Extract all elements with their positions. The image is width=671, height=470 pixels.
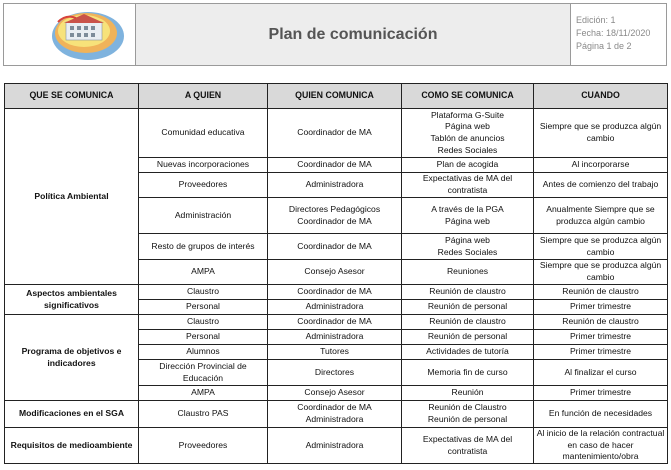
edition-label: Edición: 1 — [576, 15, 616, 25]
cell-quien-comunica: Coordinador de MA — [268, 158, 402, 173]
header-quien-comunica: QUIEN COMUNICA — [268, 84, 402, 109]
date-label: Fecha: 18/11/2020 — [576, 28, 651, 38]
cell-como: Reuniones — [402, 260, 534, 285]
cell-a-quien: Claustro PAS — [139, 401, 268, 428]
cell-a-quien: Administración — [139, 198, 268, 234]
logo-cell — [4, 4, 136, 65]
cell-a-quien: Claustro — [139, 285, 268, 300]
cell-quien-comunica: Administradora — [268, 173, 402, 198]
cell-como: Plan de acogida — [402, 158, 534, 173]
cell-line: Página web — [445, 234, 490, 245]
table-row — [5, 401, 668, 428]
cell-cuando: Siempre que se produzca algún cambio — [534, 234, 668, 260]
cell-a-quien: Alumnos — [139, 345, 268, 360]
table-row — [5, 285, 668, 300]
cell-line: Página web — [445, 121, 490, 132]
document-meta — [571, 4, 666, 65]
group-aspectos-ambientales: Aspectos ambientales significativos — [5, 285, 139, 315]
cell-quien-comunica: Administradora — [268, 428, 402, 464]
cell-a-quien: Dirección Provincial de Educación — [139, 360, 268, 386]
cell-cuando: Primer trimestre — [534, 345, 668, 360]
cell-cuando: Al finalizar el curso — [534, 360, 668, 386]
cell-a-quien: Resto de grupos de interés — [139, 234, 268, 260]
cell-cuando: Siempre que se produzca algún cambio — [534, 109, 668, 158]
cell-como: Reunión — [402, 386, 534, 401]
cell-cuando: Al inicio de la relación contractual en caso de hacer mantenimiento/obra — [534, 428, 668, 464]
cell-quien-comunica: Administradora — [268, 330, 402, 345]
group-politica-ambiental: Política Ambiental — [5, 109, 139, 285]
cell-line: Plataforma G-Suite — [430, 109, 505, 120]
group-requisitos-medioambiente: Requisitos de medioambiente — [5, 428, 139, 464]
cell-quien-comunica: Consejo Asesor — [268, 386, 402, 401]
communication-plan-table — [4, 83, 668, 464]
cell-como: Memoria fin de curso — [402, 360, 534, 386]
cell-cuando: Reunión de claustro — [534, 315, 668, 330]
cell-line: Redes Sociales — [437, 246, 498, 257]
cell-como — [402, 234, 534, 260]
cell-a-quien: Nuevas incorporaciones — [139, 158, 268, 173]
cell-como — [402, 401, 534, 428]
group-modificaciones-sga: Modificaciones en el SGA — [5, 401, 139, 428]
cell-cuando: Siempre que se produzca algún cambio — [534, 260, 668, 285]
cell-quien-comunica: Directores Pedagógicos Coordinador de MA — [268, 198, 402, 234]
header-como-se-comunica: COMO SE COMUNICA — [402, 84, 534, 109]
header-cuando: CUANDO — [534, 84, 668, 109]
cell-quien-comunica: Consejo Asesor — [268, 260, 402, 285]
cell-line: Página web — [445, 215, 490, 226]
school-logo-icon — [50, 8, 130, 62]
page-label: Página 1 de 2 — [576, 41, 632, 51]
cell-cuando: Al incorporarse — [534, 158, 668, 173]
cell-a-quien: Personal — [139, 330, 268, 345]
cell-cuando: Primer trimestre — [534, 330, 668, 345]
cell-a-quien: Personal — [139, 300, 268, 315]
cell-quien-comunica: Coordinador de MA — [268, 315, 402, 330]
cell-como: Reunión de personal — [402, 300, 534, 315]
table-header-row — [5, 84, 668, 109]
cell-como: Actividades de tutoría — [402, 345, 534, 360]
cell-como: Expectativas de MA del contratista — [402, 173, 534, 198]
cell-como: Expectativas de MA del contratista — [402, 428, 534, 464]
cell-line: A través de la PGA — [431, 203, 504, 214]
table-row — [5, 315, 668, 330]
cell-quien-comunica: Directores — [268, 360, 402, 386]
cell-quien-comunica: Coordinador de MA — [268, 109, 402, 158]
cell-line: Redes Sociales — [437, 144, 498, 155]
cell-como: Reunión de claustro — [402, 285, 534, 300]
cell-cuando: En función de necesidades — [534, 401, 668, 428]
cell-como — [402, 109, 534, 158]
document-header — [3, 3, 667, 66]
cell-quien-comunica: Coordinador de MA Administradora — [268, 401, 402, 428]
cell-como: Reunión de personal — [402, 330, 534, 345]
cell-quien-comunica: Administradora — [268, 300, 402, 315]
cell-line: Reunión de Claustro — [428, 402, 507, 413]
cell-como — [402, 198, 534, 234]
page-title: Plan de comunicación — [136, 4, 571, 65]
table-row — [5, 428, 668, 464]
cell-line: Tablón de anuncios — [430, 133, 505, 143]
cell-a-quien: AMPA — [139, 386, 268, 401]
cell-line: Reunión de personal — [427, 414, 508, 424]
header-a-quien: A QUIEN — [139, 84, 268, 109]
cell-cuando: Anualmente Siempre que se produzca algún cambio — [534, 198, 668, 234]
cell-a-quien: Proveedores — [139, 428, 268, 464]
cell-cuando: Antes de comienzo del trabajo — [534, 173, 668, 198]
cell-quien-comunica: Coordinador de MA — [268, 285, 402, 300]
cell-a-quien: Proveedores — [139, 173, 268, 198]
cell-cuando: Primer trimestre — [534, 386, 668, 401]
header-que-se-comunica: QUE SE COMUNICA — [5, 84, 139, 109]
cell-cuando: Reunión de claustro — [534, 285, 668, 300]
table-row — [5, 109, 668, 158]
group-programa-objetivos: Programa de objetivos e indicadores — [5, 315, 139, 401]
cell-a-quien: Comunidad educativa — [139, 109, 268, 158]
cell-como: Reunión de claustro — [402, 315, 534, 330]
cell-quien-comunica: Tutores — [268, 345, 402, 360]
cell-cuando: Primer trimestre — [534, 300, 668, 315]
cell-a-quien: Claustro — [139, 315, 268, 330]
cell-a-quien: AMPA — [139, 260, 268, 285]
cell-quien-comunica: Coordinador de MA — [268, 234, 402, 260]
